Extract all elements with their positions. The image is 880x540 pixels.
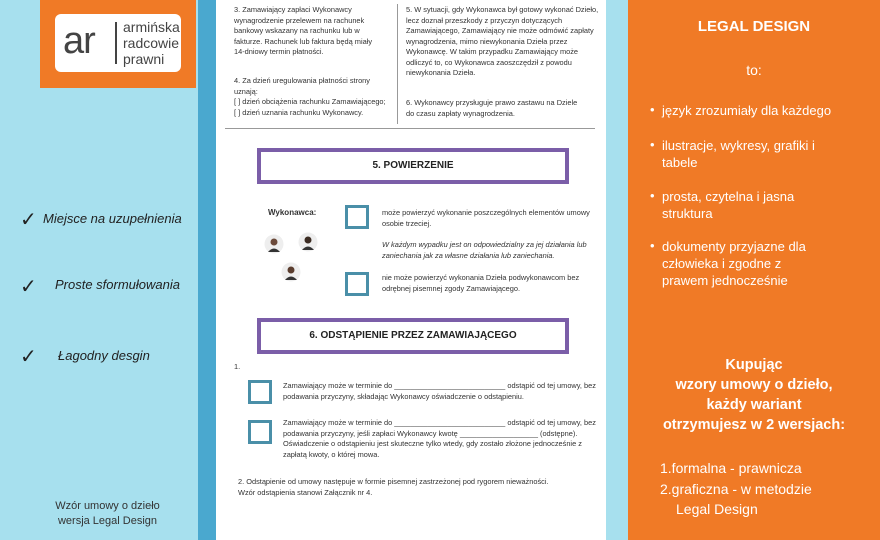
bullet-icon: •: [650, 188, 655, 203]
logo-monogram: ar: [63, 20, 95, 62]
bullet-icon: •: [650, 102, 655, 117]
check-icon: ✓: [20, 346, 37, 368]
option-checkbox[interactable]: [248, 380, 272, 404]
section-6-title: 6. ODSTĄPIENIE PRZEZ ZAMAWIAJĄCEGO: [257, 318, 569, 354]
bullet-icon: •: [650, 238, 655, 253]
company-logo: [55, 14, 181, 72]
to-label: to:: [746, 62, 762, 78]
withdrawal-form-clause: 2. Odstąpienie od umowy następuje w formie pisemnej zastrzeżonej pod rygorem nieważności. Wzór odstąpienia stanowi Załącznik nr 4.: [238, 477, 549, 497]
feature-label: Łagodny desgin: [58, 348, 150, 363]
obstacle-clause: 5. W sytuacji, gdy Wykonawca był gotowy wykonać Dzieło, lecz doznał przeszkody z przyczyn dotyczących Zamawiającego, Zamawiający nie może odmówić zapłaty wynagrodzenia, mimo niewykonania Dzieła przez Wykonawcę. W takim przypadku Zamawiający może odliczyć to, co Wykonawca zaoszczędził z powodu niewykonania Dzieła.: [406, 5, 599, 77]
clause-number: 1.: [234, 362, 241, 371]
section-5-title: 5. POWIERZENIE: [257, 148, 569, 184]
person-icon: [298, 232, 318, 254]
subcontract-allowed-text: może powierzyć wykonanie poszczególnych elementów umowy osobie trzeciej.: [382, 208, 590, 228]
benefit-item: prosta, czytelna i jasna struktura: [662, 189, 795, 221]
person-icon: [281, 262, 301, 284]
withdrawal-option-2: Zamawiający może w terminie do ___________________________ odstąpić od tej umowy, bez podawania przyczyny, jeśli zapłaci Wykonawcy kwotę ___________________ (odstępne). Oświadczenie o odstąpieniu jest skuteczne tylko wtedy, gdy zostało złożone jednocześnie z zapłatą kwoty, o której mowa.: [283, 418, 596, 459]
bullet-icon: •: [650, 137, 655, 152]
feature-label: Miejsce na uzupełnienia: [43, 211, 182, 226]
liability-note: W każdym wypadku jest on odpowiedzialny za jej działania lub zaniechania jak za własne działania lub zaniechania.: [382, 240, 587, 260]
benefit-item: język zrozumiały dla każdego: [662, 103, 832, 118]
option-checkbox[interactable]: [248, 420, 272, 444]
benefit-item: ilustracje, wykresy, grafiki i tabele: [662, 138, 815, 170]
payment-date-clause: 4. Za dzień uregulowania płatności strony uznają: [ ] dzień obciążenia rachunku Zamawiającego; [ ] dzień uznania rachunku Wykonawcy.: [234, 76, 386, 117]
version-2-cont: Legal Design: [676, 501, 758, 517]
withdrawal-option-1: Zamawiający może w terminie do ___________________________ odstąpić od tej umowy, bez podawania przyczyny, składając Wykonawcy oświadczenie o odstąpieniu.: [283, 381, 596, 401]
person-icon: [264, 234, 284, 256]
check-icon: ✓: [20, 276, 37, 298]
lien-clause: 6. Wykonawcy przysługuje prawo zastawu na Dziele do czasu zapłaty wynagrodzenia.: [406, 98, 578, 118]
logo-wordmark: armińska radcowie prawni: [123, 19, 180, 67]
feature-label: Proste sformułowania: [55, 277, 180, 292]
legal-design-title: LEGAL DESIGN: [697, 18, 811, 35]
logo-divider: [115, 22, 117, 64]
option-checkbox[interactable]: [345, 205, 369, 229]
version-1: 1.formalna - prawnicza: [660, 460, 802, 476]
payment-clause: 3. Zamawiający zapłaci Wykonawcy wynagrodzenie przelewem na rachunek bankowy wskazany na rachunku lub w fakturze. Rachunek lub faktura będą miały 14-dniowy termin płatności.: [234, 5, 373, 56]
executor-label: Wykonawca:: [268, 208, 317, 217]
subcontract-forbidden-text: nie może powierzyć wykonania Dzieła podwykonawcom bez odrębnej pisemnej zgody Zamawiającego.: [382, 273, 580, 293]
frame-gap: [606, 0, 628, 540]
option-checkbox[interactable]: [345, 272, 369, 296]
version-2: 2.graficzna - w metodzie: [660, 481, 812, 497]
section-divider: [225, 128, 595, 129]
benefit-item: dokumenty przyjazne dla człowieka i zgodne z prawem jednocześnie: [662, 239, 806, 288]
column-divider: [397, 4, 398, 124]
check-icon: ✓: [20, 209, 37, 231]
offer-headline: Kupując wzory umowy o dzieło, każdy wariant otrzymujesz w 2 wersjach:: [662, 357, 846, 433]
caption: Wzór umowy o dzieło wersja Legal Design: [55, 500, 160, 527]
